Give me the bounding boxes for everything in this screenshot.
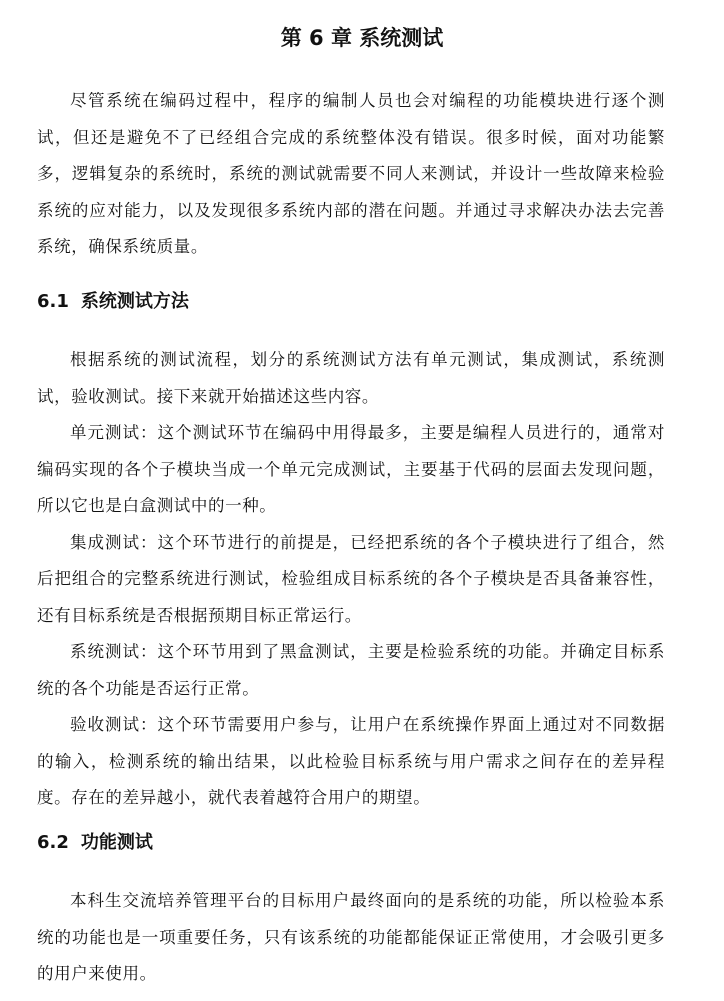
- section-6-2-heading: [37, 828, 665, 858]
- intro-section: [37, 83, 665, 266]
- section-6-2-body: [37, 883, 665, 993]
- section-number: 6.1: [37, 291, 69, 312]
- section-6-1-heading: [37, 287, 665, 317]
- paragraph-functional-test: 本科生交流培养管理平台的目标用户最终面向的是系统的功能，所以检验本系统的功能也是一项重要任务，只有该系统的功能都能保证正常使用，才会吸引更多的用户来使用。: [37, 891, 665, 983]
- section-title: 功能测试: [80, 832, 153, 853]
- chapter-title: 第 6 章 系统测试: [280, 26, 444, 50]
- paragraph-acceptance-test: 验收测试：这个环节需要用户参与，让用户在系统操作界面上通过对不同数据的输入，检测系统的输出结果，以此检验目标系统与用户需求之间存在的差异程度。存在的差异越小，就代表着越符合用户的期望。: [37, 715, 665, 807]
- section-title: 系统测试方法: [80, 291, 189, 312]
- paragraph-test-methods: 根据系统的测试流程，划分的系统测试方法有单元测试，集成测试，系统测试，验收测试。接下来就开始描述这些内容。: [37, 350, 665, 406]
- intro-paragraph: 尽管系统在编码过程中，程序的编制人员也会对编程的功能模块进行逐个测试，但还是避免不了已经组合完成的系统整体没有错误。很多时候，面对功能繁多，逻辑复杂的系统时，系统的测试就需要不同人来测试，并设计一些故障来检验系统的应对能力，以及发现很多系统内部的潜在问题。并通过寻求解决办法去完善系统，确保系统质量。: [37, 91, 665, 256]
- paragraph-unit-test: 单元测试：这个测试环节在编码中用得最多，主要是编程人员进行的，通常对编码实现的各个子模块当成一个单元完成测试，主要基于代码的层面去发现问题，所以它也是白盒测试中的一种。: [37, 423, 665, 515]
- paragraph-integration-test: 集成测试：这个环节进行的前提是，已经把系统的各个子模块进行了组合，然后把组合的完整系统进行测试，检验组成目标系统的各个子模块是否具备兼容性，还有目标系统是否根据预期目标正常运行。: [37, 532, 665, 625]
- section-heading: [37, 287, 665, 317]
- paragraph-system-test: 系统测试：这个环节用到了黑盒测试，主要是检验系统的功能。并确定目标系统的各个功能是否运行正常。: [37, 642, 665, 698]
- section-heading: [37, 828, 665, 858]
- section-6-1-body: [37, 342, 665, 817]
- section-number: 6.2: [37, 832, 69, 853]
